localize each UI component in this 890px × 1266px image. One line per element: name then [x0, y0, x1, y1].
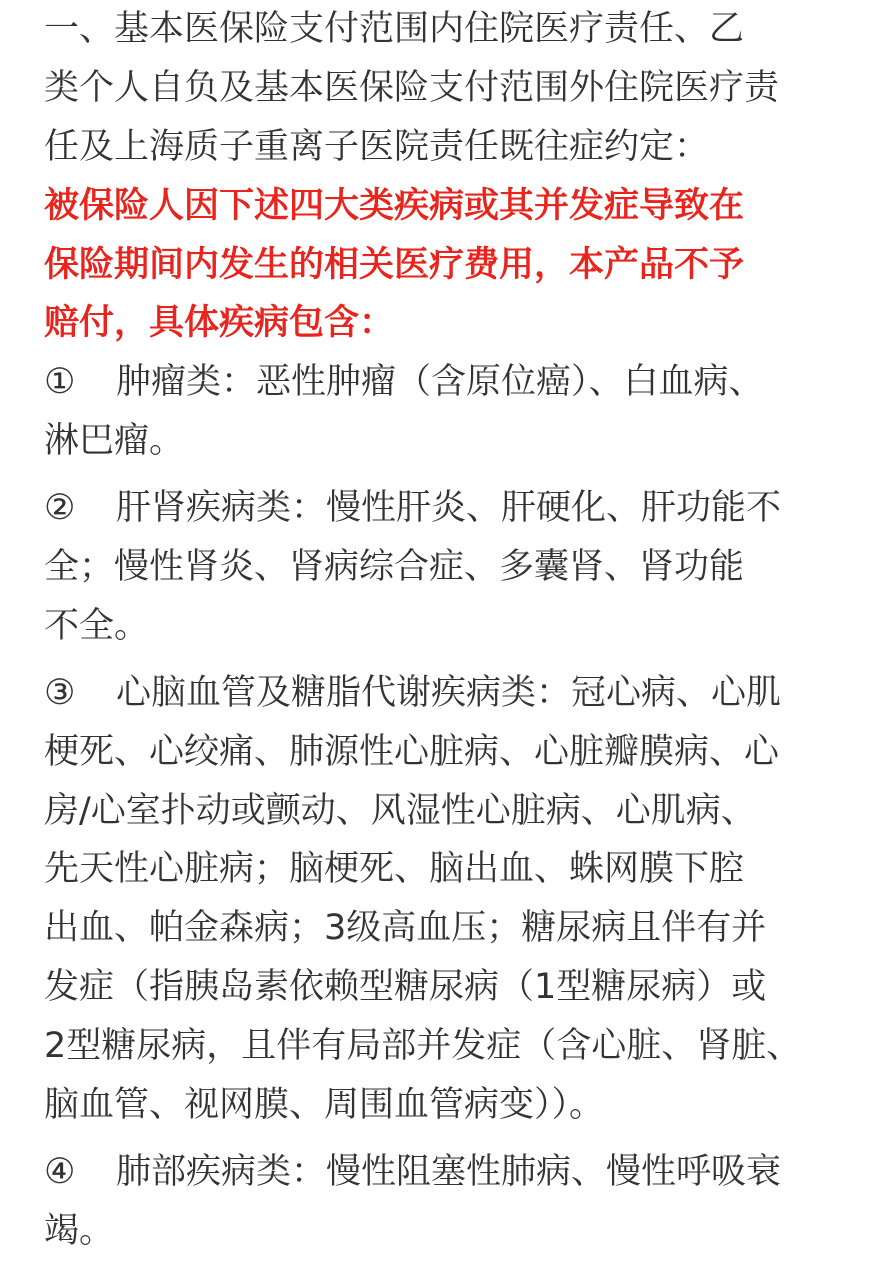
text-line: 不全。 — [44, 605, 150, 646]
text-line: 类个人自负及基本医保险支付范围外住院医疗责 — [44, 67, 780, 108]
text-line — [44, 1143, 862, 1202]
document-body — [44, 0, 862, 1261]
text-line: 梗死、心绞痛、肺源性心脏病、心脏瓣膜病、心 — [44, 731, 780, 772]
text-line: 先天性心脏病；脑梗死、脑出血、蛛网膜下腔 — [44, 849, 745, 890]
section-heading-paragraph — [44, 0, 862, 177]
item-text: 肿瘤类：恶性肿瘤（含原位癌）、白血病、 — [116, 362, 764, 403]
item-text: 肝肾疾病类：慢性肝炎、肝硬化、肝功能不 — [116, 488, 782, 529]
disease-item-2 — [44, 479, 862, 656]
text-line — [44, 353, 862, 412]
item-number: ④ — [44, 1151, 76, 1192]
item-text: 肺部疾病类：慢性阻塞性肺病、慢性呼吸衰 — [116, 1151, 782, 1192]
disease-item-4 — [44, 1143, 862, 1261]
disease-item-1 — [44, 353, 862, 471]
text-line: 赔付，具体疾病包含： — [44, 303, 395, 344]
text-line: 淋巴瘤。 — [44, 421, 185, 462]
text-line: 竭。 — [44, 1210, 115, 1251]
item-number: ③ — [44, 672, 76, 713]
text-line: 被保险人因下述四大类疾病或其并发症导致在 — [44, 185, 745, 226]
item-text: 心脑血管及糖脂代谢疾病类：冠心病、心肌 — [116, 672, 782, 713]
text-line: 全；慢性肾炎、肾病综合症、多囊肾、肾功能 — [44, 547, 745, 588]
text-line: 发症（指胰岛素依赖型糖尿病（1型糖尿病）或 — [44, 967, 767, 1008]
text-line: 房/心室扑动或颤动、风湿性心脏病、心肌病、 — [44, 790, 756, 831]
disease-item-3 — [44, 664, 862, 1135]
text-line: 任及上海质子重离子医院责任既往症约定： — [44, 126, 710, 167]
exclusion-notice — [44, 177, 862, 354]
text-line: 保险期间内发生的相关医疗费用，本产品不予 — [44, 244, 745, 285]
text-line — [44, 664, 862, 723]
item-number: ① — [44, 362, 76, 403]
text-line: 一、基本医保险支付范围内住院医疗责任、乙 — [44, 9, 745, 49]
text-line — [44, 479, 862, 538]
text-line: 脑血管、视网膜、周围血管病变））。 — [44, 1085, 605, 1126]
item-number: ② — [44, 488, 76, 529]
text-line: 出血、帕金森病；3级高血压；糖尿病且伴有并 — [44, 908, 767, 949]
text-line: 2型糖尿病，且伴有局部并发症（含心脏、肾脏、 — [44, 1026, 802, 1067]
